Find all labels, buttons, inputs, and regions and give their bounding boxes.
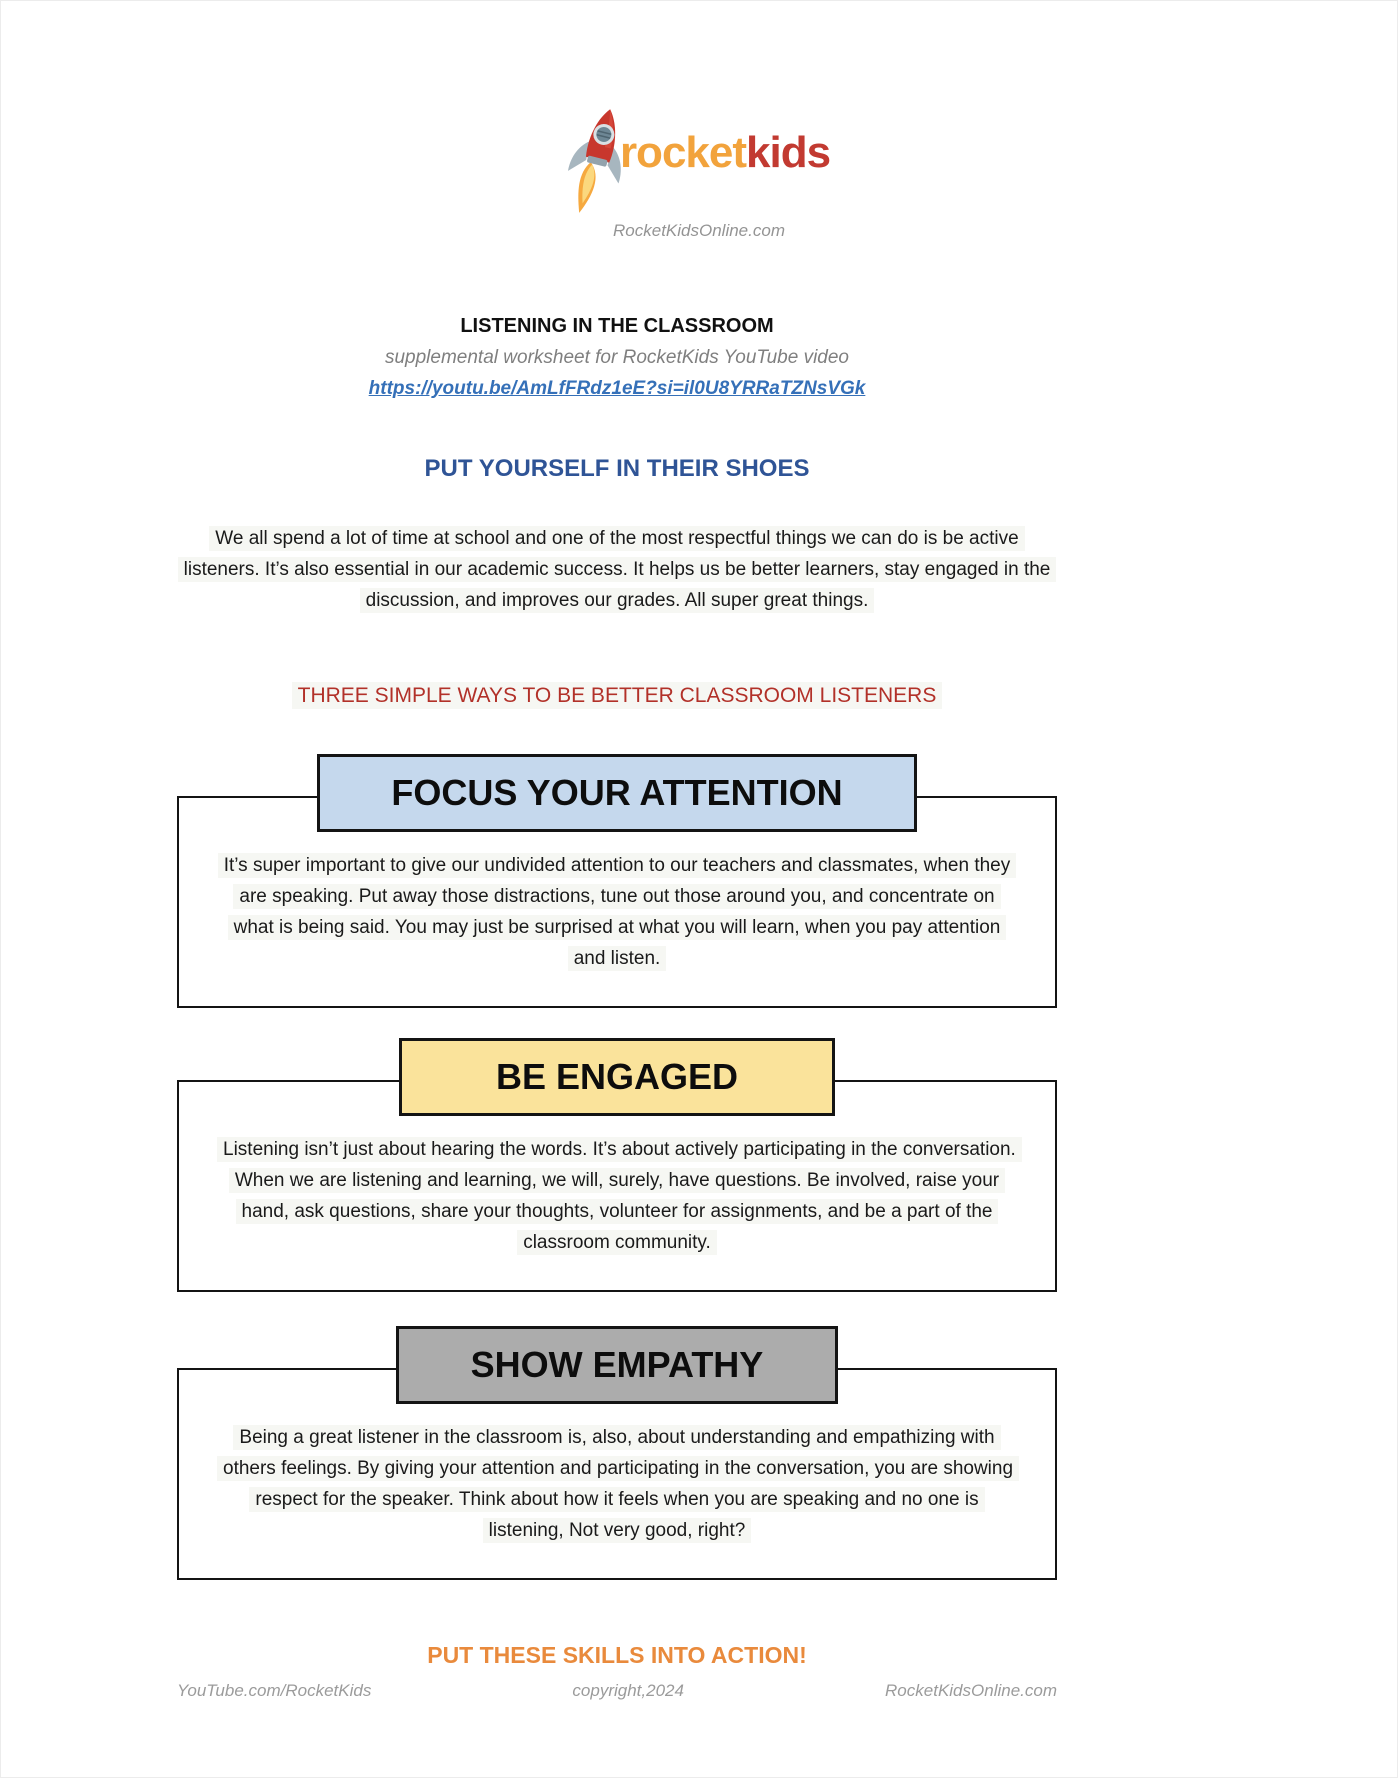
section-body: Being a great listener in the classroom is, also, about understanding and empathizing with others feelings. By giving your attention and participating in the conversation, you are showing respect for the speaker. Think about how it feels when you are speaking and no one is listening, Not very good, right?: [177, 1368, 1057, 1580]
brand-wordmark: [619, 128, 831, 177]
section-body: It’s super important to give our undivided attention to our teachers and classmates, when they are speaking. Put away those distractions, tune out those around you, and concentrate on what is being said. You may just be surprised at what you will learn, when you pay attention and listen.: [177, 796, 1057, 1008]
brand-rocket-text: rocket: [619, 128, 747, 177]
document-header: [177, 311, 1057, 405]
intro-heading: PUT YOURSELF IN THEIR SHOES: [424, 455, 810, 482]
section-title-box: FOCUS YOUR ATTENTION: [317, 754, 917, 832]
section-title-box: SHOW EMPATHY: [396, 1326, 838, 1404]
page-subtitle: supplemental worksheet for RocketKids YouTube video: [384, 347, 849, 368]
page-footer: [177, 1681, 1057, 1701]
section-show-empathy: [177, 1326, 1057, 1580]
page-title: LISTENING IN THE CLASSROOM: [460, 315, 774, 337]
section-title-box: BE ENGAGED: [399, 1038, 835, 1116]
action-heading: PUT THESE SKILLS INTO ACTION!: [427, 1642, 807, 1668]
logo-block: [1, 1, 1397, 241]
three-ways-heading: THREE SIMPLE WAYS TO BE BETTER CLASSROOM LISTENERS: [177, 684, 1057, 708]
footer-website-label: RocketKidsOnline.com: [885, 1681, 1057, 1700]
intro-paragraph: We all spend a lot of time at school and one of the most respectful things we can do is be active listeners. It’s also essential in our academic success. It helps us be better learners, stay engaged in the discussion, and improves our grades. All super great things.: [177, 523, 1057, 616]
footer-copyright-label: copyright,2024: [572, 1681, 684, 1700]
logo-website-label: RocketKidsOnline.com: [613, 221, 785, 240]
footer-youtube-label: YouTube.com/RocketKids: [177, 1681, 372, 1700]
section-focus-your-attention: [177, 754, 1057, 1008]
youtube-video-link[interactable]: https://youtu.be/AmLfFRdz1eE?si=il0U8YRRaTZNsVGk: [368, 378, 866, 399]
section-body: Listening isn’t just about hearing the words. It’s about actively participating in the conversation. When we are listening and learning, we will, surely, have questions. Be involved, raise your hand, ask questions, share your thoughts, volunteer for assignments, and be a part of the classroom community.: [177, 1080, 1057, 1292]
section-be-engaged: [177, 1038, 1057, 1292]
brand-kids-text: kids: [746, 128, 831, 177]
